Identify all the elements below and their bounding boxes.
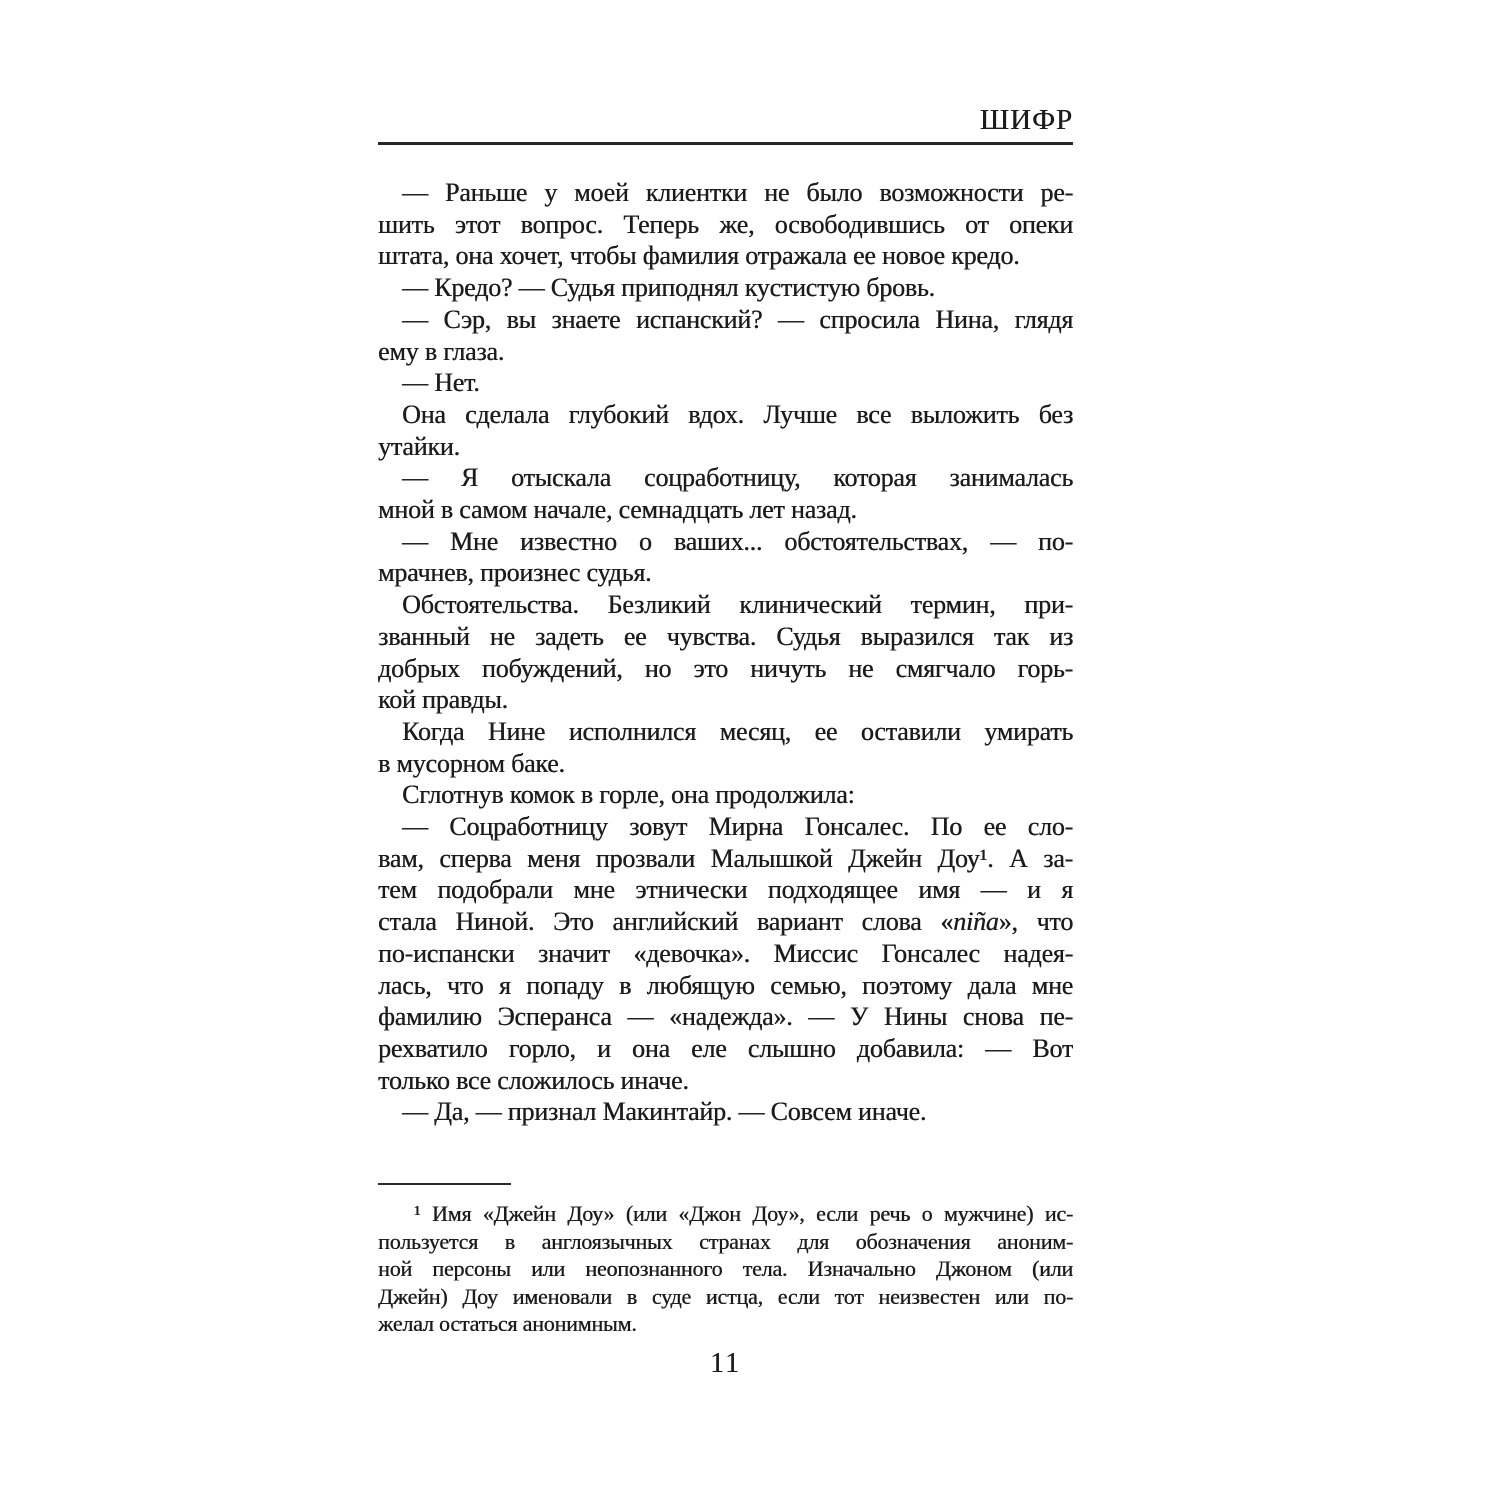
- text-line: пользуется в англоязычных странах для обозначения аноним-: [378, 1228, 1073, 1254]
- paragraph: [378, 589, 1073, 716]
- text-line: Джейн) Доу именовали в суде истца, если тот неизвестен или по-: [378, 1283, 1073, 1309]
- text-line: вам, сперва меня прозвали Малышкой Джейн Доу¹. А за-: [378, 843, 1073, 873]
- text-line: Она сделала глубокий вдох. Лучше все выложить без: [402, 399, 1073, 429]
- paragraph: [378, 811, 1073, 1096]
- paragraph: [378, 399, 1073, 462]
- text-line: — Сэр, вы знаете испанский? — спросила Нина, глядя: [402, 304, 1073, 334]
- text-line: званный не задеть ее чувства. Судья выразился так из: [378, 621, 1073, 651]
- text-line: рехватило горло, и она еле слышно добавила: — Вот: [378, 1033, 1073, 1063]
- text-line: — Раньше у моей клиентки не было возможности ре-: [402, 178, 1073, 207]
- text-line: Когда Нине исполнился месяц, ее оставили умирать: [402, 716, 1073, 746]
- text-line: Обстоятельства. Безликий клинический термин, при-: [402, 590, 1073, 620]
- footnote-separator: [378, 1183, 511, 1185]
- paragraph: [378, 177, 1073, 272]
- text-line: — Нет.: [402, 368, 480, 398]
- text-line: кой правды.: [378, 685, 508, 715]
- body-text: [378, 177, 1073, 1128]
- text-line: — Да, — признал Макинтайр. — Совсем иначе.: [402, 1097, 927, 1127]
- text-line: шить этот вопрос. Теперь же, освободившись от опеки: [378, 209, 1073, 239]
- text-line: тем подобрали мне этнически подходящее имя — и я: [378, 875, 1073, 905]
- text-line: фамилию Эсперанса — «надежда». — У Нины снова пе-: [378, 1002, 1073, 1032]
- running-header-title: ШИФР: [979, 104, 1073, 136]
- text-line: в мусорном баке.: [378, 748, 565, 778]
- text-line: ной персоны или неопознанного тела. Изначально Джоном (или: [378, 1256, 1073, 1281]
- text-line: лась, что я попаду в любящую семью, поэтому дала мне: [378, 970, 1073, 1000]
- paragraph: [378, 304, 1073, 367]
- footnote: [378, 1200, 1073, 1338]
- running-header: [378, 106, 1073, 145]
- text-line: стала Ниной. Это английский вариант слова «niña», что: [378, 907, 1073, 937]
- paragraph: [378, 1096, 1073, 1128]
- paragraph: [378, 272, 1073, 304]
- text-line: — Соцработницу зовут Мирна Гонсалес. По ее сло-: [402, 812, 1073, 842]
- text-line: мрачнев, произнес судья.: [378, 558, 652, 588]
- paragraph: [378, 779, 1073, 811]
- text-line: ¹ Имя «Джейн Доу» (или «Джон Доу», если речь о мужчине) ис-: [414, 1201, 1073, 1226]
- text-line: — Мне известно о ваших... обстоятельствах, — по-: [402, 526, 1073, 556]
- text-line: мной в самом начале, семнадцать лет назад.: [378, 495, 857, 525]
- text-line: штата, она хочет, чтобы фамилия отражала ее новое кредо.: [378, 241, 1020, 271]
- text-line: Сглотнув комок в горле, она продолжила:: [402, 780, 855, 810]
- paragraph: [378, 716, 1073, 779]
- paragraph: [378, 526, 1073, 589]
- text-line: только все сложилось иначе.: [378, 1065, 689, 1095]
- text-line: — Кредо? — Судья приподнял кустистую бровь.: [402, 273, 935, 303]
- text-line: желал остаться анонимным.: [378, 1311, 637, 1336]
- page-number: 11: [710, 1348, 741, 1379]
- text-line: утайки.: [378, 431, 460, 461]
- text-line: добрых побуждений, но это ничуть не смягчало горь-: [378, 653, 1073, 683]
- paragraph: [378, 367, 1073, 399]
- text-line: по-испански значит «девочка». Миссис Гонсалес надея-: [378, 938, 1073, 968]
- paragraph: [378, 462, 1073, 525]
- text-line: ему в глаза.: [378, 336, 505, 366]
- text-line: — Я отыскала соцработницу, которая занималась: [402, 463, 1073, 493]
